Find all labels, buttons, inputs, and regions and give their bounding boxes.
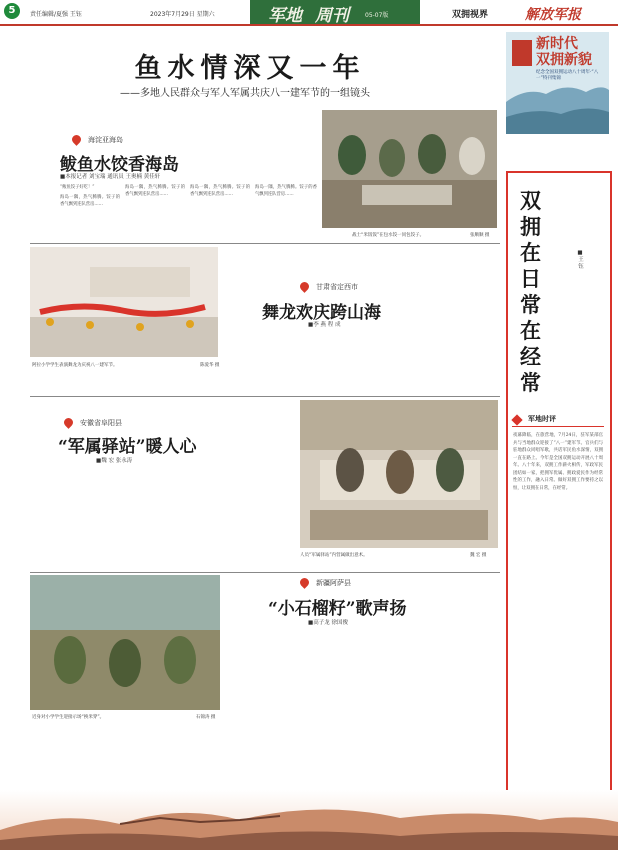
article3-photo-caption: 人员“军属驿站”内营属做出意术。 <box>300 553 368 558</box>
article3-body-col1 <box>30 470 88 570</box>
article1-body-col2: 海岛一隅，热气腾腾。饺子的香气飘到连队营房…… <box>125 185 185 197</box>
promo-subtitle: 纪念全国双拥运动八十周年·“八一”特刊集锦 <box>536 70 599 81</box>
divider <box>30 396 500 397</box>
article4-photo-credit: 石锦涛 摄 <box>196 715 216 720</box>
article3-body-col2 <box>94 470 152 570</box>
article4-body-col3 <box>356 630 414 726</box>
article3-photo-credit: 魏 宏 摄 <box>470 553 487 558</box>
banner-title-2: 周刊 <box>315 6 349 26</box>
main-headline: 鱼水情深又一年 <box>134 53 366 84</box>
article4-body-col4 <box>420 560 498 726</box>
editor-credit: 责任编辑/夏强 王钰 <box>30 11 82 18</box>
location-pin-icon <box>70 133 83 146</box>
article1-body-col1: 海岛一隅，热气腾腾。饺子的香气飘到连队营房…… <box>60 195 120 207</box>
main-subtitle: ——多地人民群众与军人军属共庆八一建军节的一组镜头 <box>120 88 370 99</box>
section-name: 双拥视界 <box>452 10 489 20</box>
article4-photo-caption: 近身对小学学生迎接示场“换米穿”。 <box>32 715 105 720</box>
commentary-byline: ■王 钰 <box>577 250 583 269</box>
article1-photo-caption: 战士“米饭饭”在包水饺一同包饺子。 <box>352 233 425 238</box>
article2-photo <box>30 247 218 357</box>
article2-body-col1 <box>228 332 286 392</box>
column-divider <box>512 426 604 427</box>
promo-title-line-2: 双拥新貌 <box>536 52 592 68</box>
article3-byline: ■魏 宏 张永涛 <box>96 458 133 464</box>
promo-box <box>506 32 609 134</box>
location-pin-icon <box>298 280 311 293</box>
page-number: 5 <box>4 3 20 19</box>
article4-title: “小石榴籽”歌声扬 <box>268 599 407 619</box>
article4-location: 新疆阿萨县 <box>316 579 351 587</box>
commentary-body: 夜幕降临，在旅营地，7月24日，驻军某部官兵与当地群众迎接了“八一”建军节。官兵们与驻地群众同唱军歌，共话军民鱼水深情，双拥一直在路上。今年是全国双拥运动开展八十周年。八十年来，双拥工作薪火相传，军政军民团结如一家，把拥军优属、拥政爱民作为经常性的工作，融入日常。做好双拥工作要持之以恒，让双拥在日常，在经常。 <box>513 433 603 491</box>
article1-body-col4: 海岛一隅，热气腾腾。饺子的香气飘到连队营房…… <box>255 185 317 197</box>
divider <box>30 243 500 244</box>
article3-location: 安徽省阜阳县 <box>80 419 122 427</box>
article1-body-col3: 海岛一隅，热气腾腾。饺子的香气飘到连队营房…… <box>190 185 250 197</box>
article1-photo <box>322 110 497 228</box>
article2-title: 舞龙欢庆跨山海 <box>262 303 381 323</box>
location-pin-icon <box>62 416 75 429</box>
article4-byline: ■高子龙 徐国俊 <box>308 620 348 626</box>
article2-body-col3 <box>356 332 414 392</box>
article1-photo-credit: 张顺顺 摄 <box>470 233 490 238</box>
commentary-title: 双拥在日常在经常 <box>520 188 541 395</box>
article1-title: 鲅鱼水饺香海岛 <box>60 155 179 175</box>
banner-title-1: 军地 <box>268 6 302 26</box>
column-label: 军地时评 <box>528 415 556 423</box>
issue-date: 2023年7月29日 星期六 <box>150 11 215 18</box>
article3-photo <box>300 400 498 548</box>
article4-photo <box>30 575 220 710</box>
article3-body-col3 <box>158 470 216 570</box>
article2-photo-caption: 阿拉小学学生表演舞龙为庆祝八一建军节。 <box>32 363 118 368</box>
masthead-logo: 解放军报 <box>525 7 581 23</box>
article2-body-col4 <box>420 332 498 392</box>
article1-location: 海淀亚海岛 <box>88 136 123 144</box>
promo-title-line-1: 新时代 <box>536 36 578 52</box>
article4-body-col2 <box>292 630 350 726</box>
article2-location: 甘肃省定西市 <box>316 283 358 291</box>
article4-body-col1 <box>228 630 286 726</box>
footer-landscape-image <box>0 790 618 850</box>
article2-byline: ■李 燕 程 成 <box>308 322 341 328</box>
article2-photo-credit: 陈爱华 摄 <box>200 363 220 368</box>
article3-body-col4 <box>222 400 280 570</box>
article1-lead: “鲅鱼饺子好吃！” <box>60 185 95 190</box>
location-pin-icon <box>298 576 311 589</box>
article2-body-col2 <box>292 332 350 392</box>
article3-title: “军属驿站”暖人心 <box>58 437 197 457</box>
banner-pages: 05-07版 <box>365 12 389 19</box>
article1-byline: ■本报记者 刘宝瑞 通讯员 王奥楠 黄佳轩 <box>60 174 161 180</box>
